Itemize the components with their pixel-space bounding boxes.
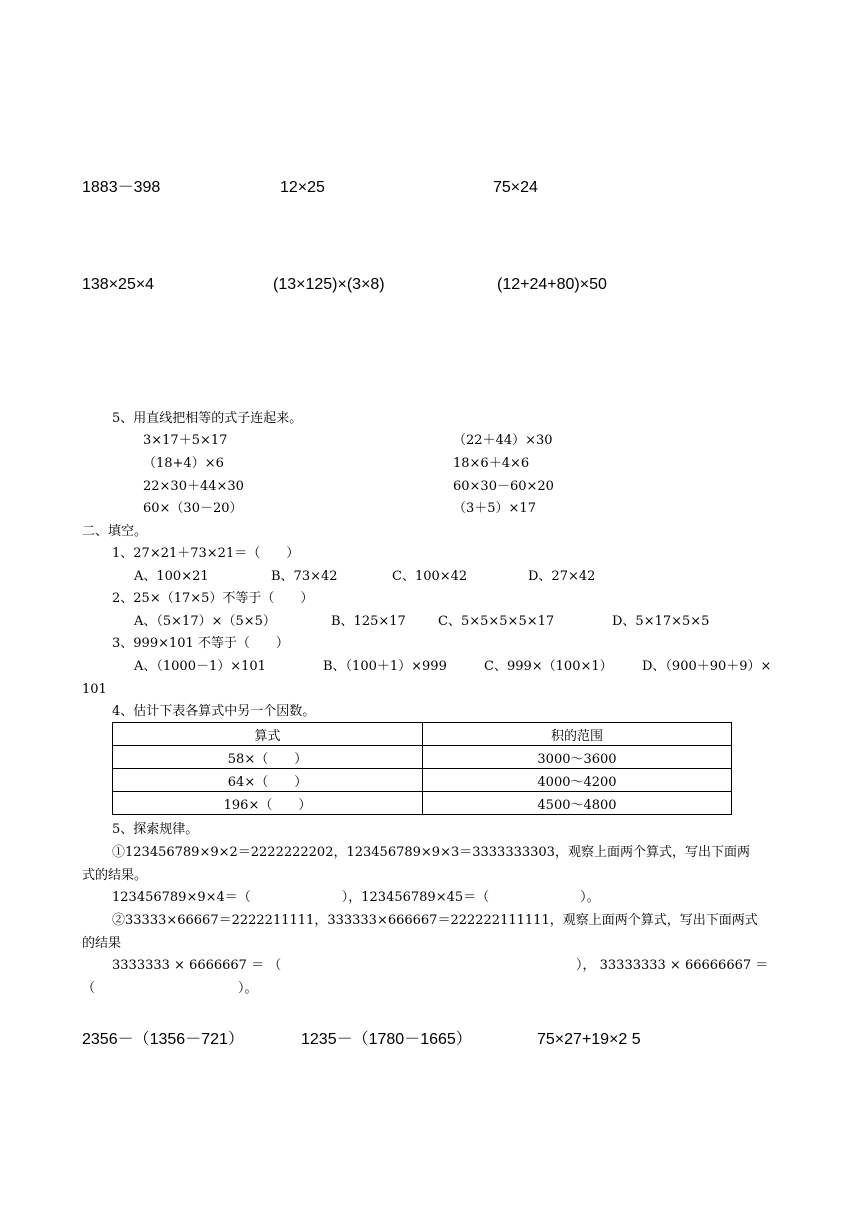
q5-part2-line2: 的结果: [82, 936, 122, 951]
calc-13x125-3x8: (13×125)×(3×8): [273, 276, 385, 293]
table-cell-expression: 196×（ ）: [113, 792, 423, 815]
calc-75x24: 75×24: [493, 179, 538, 196]
q5-part2-line1: ②33333×66667＝2222211111，333333×666667＝222222111111，观察上面两个算式，写出下面两式: [112, 913, 758, 928]
table-header-row: [113, 723, 732, 746]
table-row: [113, 746, 732, 769]
q3-option-b: B、（100＋1）×999: [323, 659, 447, 674]
q5-part2-line3-left: 3333333 × 6666667 ＝ （: [112, 958, 282, 973]
q3-option-a: A、（1000－1）×101: [134, 659, 266, 674]
q3-option-c: C、999×（100×1）: [484, 659, 613, 674]
connect-left-4: 60×（30－20）: [143, 501, 243, 516]
table-cell-range: 4000～4200: [423, 769, 732, 792]
calc-1883-398: 1883－398: [82, 179, 161, 196]
calc-75x27: 75×27+19×2 5: [537, 1031, 641, 1048]
connect-left-1: 3×17＋5×17: [143, 433, 228, 448]
connect-right-1: （22＋44）×30: [453, 433, 553, 448]
calc-12-24-80x50: (12+24+80)×50: [497, 276, 607, 293]
q1-option-a: A、100×21: [134, 569, 209, 584]
estimate-table: [112, 722, 732, 815]
q2-stem: 2、25×（17×5）不等于（ ）: [112, 591, 314, 606]
table-cell-range: 3000～3600: [423, 746, 732, 769]
connect-right-4: （3＋5）×17: [453, 501, 536, 516]
calc-138x25x4: 138×25×4: [82, 276, 155, 293]
q2-option-a: A、（5×17）×（5×5）: [134, 614, 276, 629]
q1-stem: 1、27×21＋73×21＝（ ）: [112, 546, 300, 561]
table-cell-expression: 58×（ ）: [113, 746, 423, 769]
connect-question-title: 5、用直线把相等的式子连起来。: [112, 411, 303, 426]
calc-2356: 2356－（1356－721）: [82, 1031, 244, 1048]
q2-option-c: C、5×5×5×5×17: [438, 614, 555, 629]
table-cell-range: 4500～4800: [423, 792, 732, 815]
section-2-title: 二、填空。: [82, 524, 148, 539]
q2-option-d: D、5×17×5×5: [612, 614, 710, 629]
q4-stem: 4、估计下表各算式中另一个因数。: [112, 704, 316, 719]
calc-1235: 1235－（1780－1665）: [301, 1031, 472, 1048]
q5-part1-line1: ①123456789×9×2＝2222222202，123456789×9×3＝3333333303，观察上面两个算式，写出下面两: [112, 845, 750, 860]
q1-option-b: B、73×42: [271, 569, 338, 584]
connect-right-3: 60×30－60×20: [453, 479, 554, 494]
q5-part1-line2: 式的结果。: [82, 868, 148, 883]
q5-part2-line4: （ ）。: [82, 981, 258, 996]
table-header-expression: 算式: [113, 723, 423, 746]
q1-option-c: C、100×42: [392, 569, 468, 584]
table-header-range: 积的范围: [423, 723, 732, 746]
q3-option-d-wrap: 101: [82, 682, 107, 697]
q2-option-b: B、125×17: [331, 614, 406, 629]
q5-part1-line3: 123456789×9×4＝（ ），123456789×45＝（ ）。: [112, 890, 600, 905]
connect-left-3: 22×30＋44×30: [143, 479, 244, 494]
table-row: [113, 769, 732, 792]
table-cell-expression: 64×（ ）: [113, 769, 423, 792]
q3-option-d: D、（900＋90＋9）×: [642, 659, 772, 674]
connect-left-2: （18+4）×6: [143, 456, 224, 471]
connect-right-2: 18×6＋4×6: [453, 456, 530, 471]
table-row: [113, 792, 732, 815]
q3-stem: 3、999×101 不等于（ ）: [112, 636, 289, 651]
calc-12x25: 12×25: [280, 179, 325, 196]
q1-option-d: D、27×42: [528, 569, 596, 584]
q5-part2-line3-right: ）， 33333333 × 66666667 ＝: [576, 958, 769, 973]
q5-pattern-title: 5、探索规律。: [112, 822, 199, 837]
